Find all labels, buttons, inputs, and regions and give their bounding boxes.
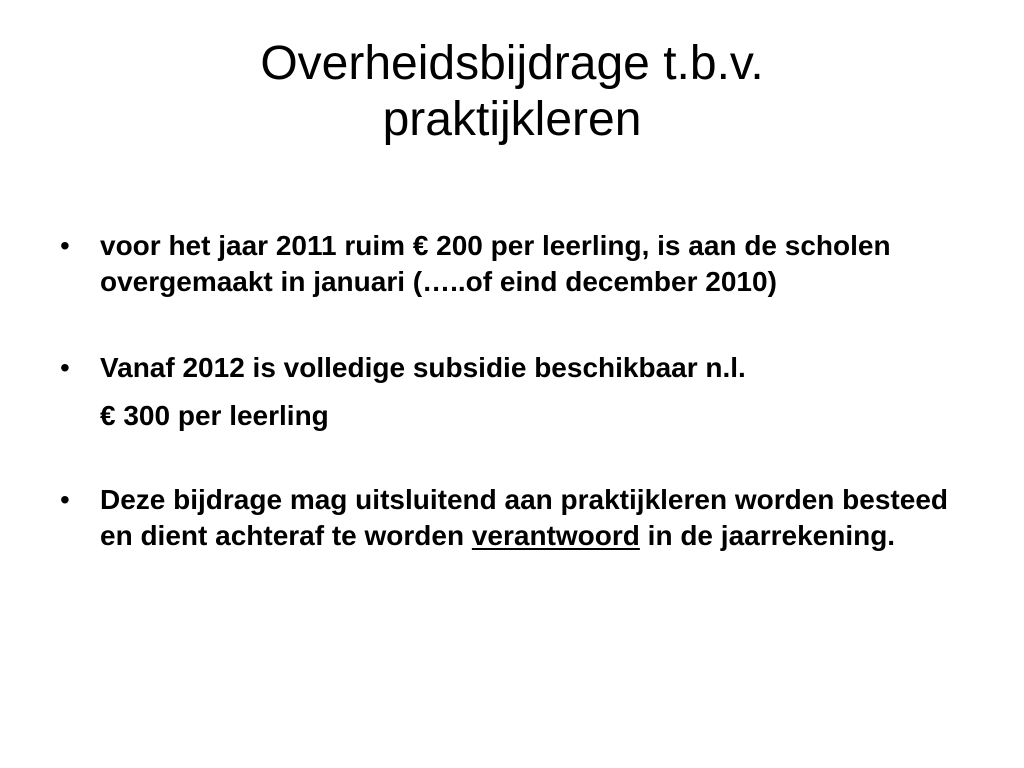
bullet-dot-icon: •: [60, 352, 70, 383]
bullet-dot-icon: •: [60, 230, 70, 261]
bullet-text-before: Deze bijdrage mag uitsluitend aan praktijkleren worden besteed en dient achteraf te worden: [100, 484, 948, 551]
bullet-underlined-word: verantwoord: [471, 520, 640, 551]
bullet-item-2011-funding: [56, 228, 956, 300]
slide-title: [60, 36, 964, 148]
bullet-dot-icon: •: [60, 484, 70, 515]
bullet-list: [56, 228, 956, 554]
bullet-item-2012-subsidy: [56, 350, 956, 434]
bullet-text-after: in de jaarrekening.: [639, 520, 896, 551]
bullet-continuation-text: € 300 per leerling: [100, 400, 329, 431]
bullet-item-usage-restriction: [56, 482, 956, 554]
bullet-text: Vanaf 2012 is volledige subsidie beschikbaar n.l.: [100, 352, 746, 383]
slide-title-line-2: praktijkleren: [382, 93, 642, 146]
bullet-text: voor het jaar 2011 ruim € 200 per leerling, is aan de scholen overgemaakt in januari (…..of eind december 2010): [100, 230, 891, 297]
slide-title-line-1: Overheidsbijdrage t.b.v.: [260, 37, 764, 90]
